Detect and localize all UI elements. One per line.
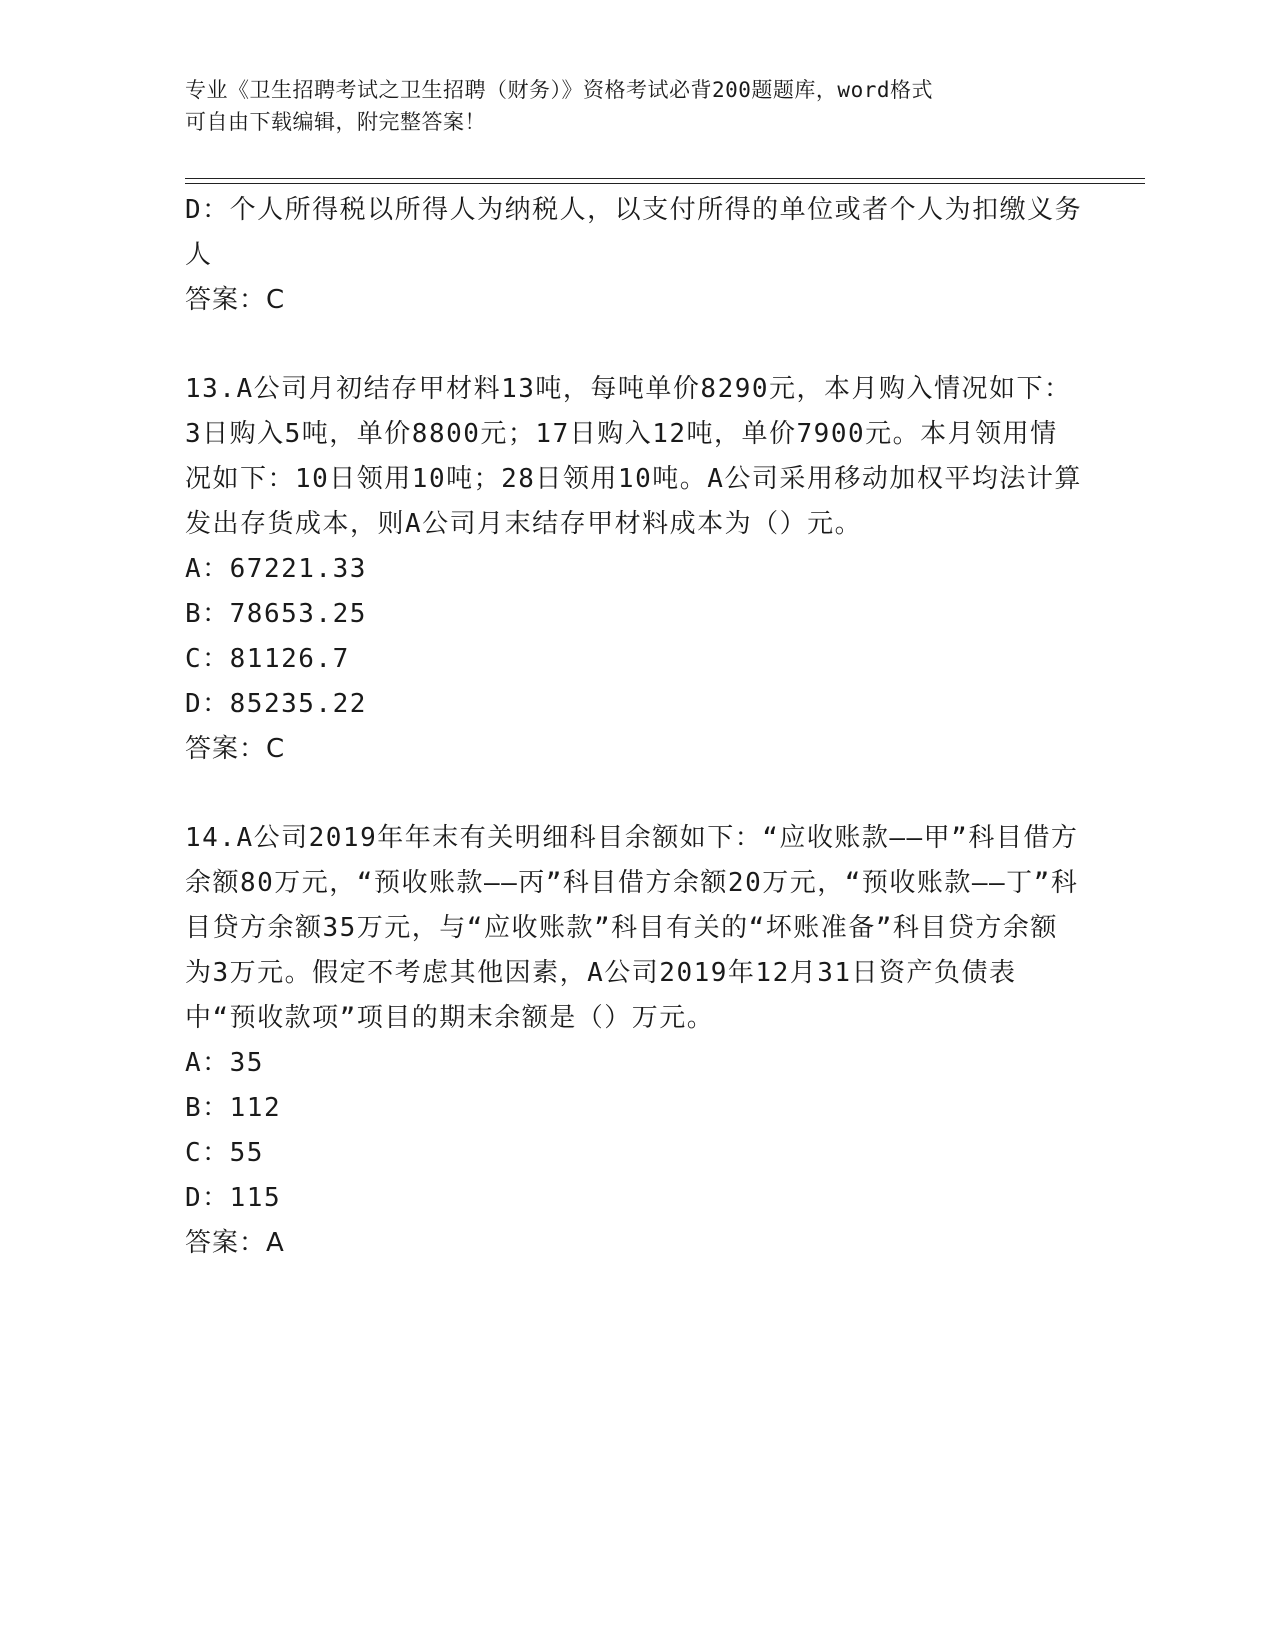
answer-line: 答案：C (185, 285, 286, 315)
spacer (185, 323, 1085, 367)
answer-line: 答案：A (185, 1228, 285, 1258)
question-stem: 14.A公司2019年年末有关明细科目余额如下：“应收账款——甲”科目借方余额80万元，“预收账款——丙”科目借方余额20万元，“预收账款——丁”科目贷方余额35万元，与“应收账款”科目有关的“坏账准备”科目贷方余额为3万元。假定不考虑其他因素，A公司2019年12月31日资产负债表中“预收款项”项目的期末余额是（）万元。 (185, 823, 1079, 1033)
option-d: D：85235.22 (185, 689, 367, 719)
header-title-line-1: 专业《卫生招聘考试之卫生招聘（财务）》资格考试必背200题题库，word格式 (185, 78, 933, 102)
question-14 (185, 816, 1085, 1266)
answer-line: 答案：C (185, 734, 286, 764)
option-c: C：55 (185, 1138, 264, 1168)
option-a: A：35 (185, 1048, 264, 1078)
spacer (185, 772, 1085, 816)
option-d: D：115 (185, 1183, 282, 1213)
option-a: A：67221.33 (185, 554, 367, 584)
option-c: C：81126.7 (185, 644, 350, 674)
previous-question-tail (185, 188, 1085, 323)
option-d: D：个人所得税以所得人为纳税人，以支付所得的单位或者个人为扣缴义务人 (185, 195, 1083, 270)
question-13 (185, 367, 1085, 772)
header-title-line-2: 可自由下载编辑，附完整答案！ (185, 110, 486, 134)
header-divider-bottom (185, 183, 1145, 184)
document-header (185, 74, 1085, 138)
option-b: B：112 (185, 1093, 282, 1123)
option-b: B：78653.25 (185, 599, 367, 629)
question-stem: 13.A公司月初结存甲材料13吨，每吨单价8290元，本月购入情况如下：3日购入5吨，单价8800元；17日购入12吨，单价7900元。本月领用情况如下：10日领用10吨；28日领用10吨。A公司采用移动加权平均法计算发出存货成本，则A公司月末结存甲材料成本为（）元。 (185, 374, 1082, 539)
header-divider-top (185, 178, 1145, 179)
document-body (185, 188, 1085, 1266)
